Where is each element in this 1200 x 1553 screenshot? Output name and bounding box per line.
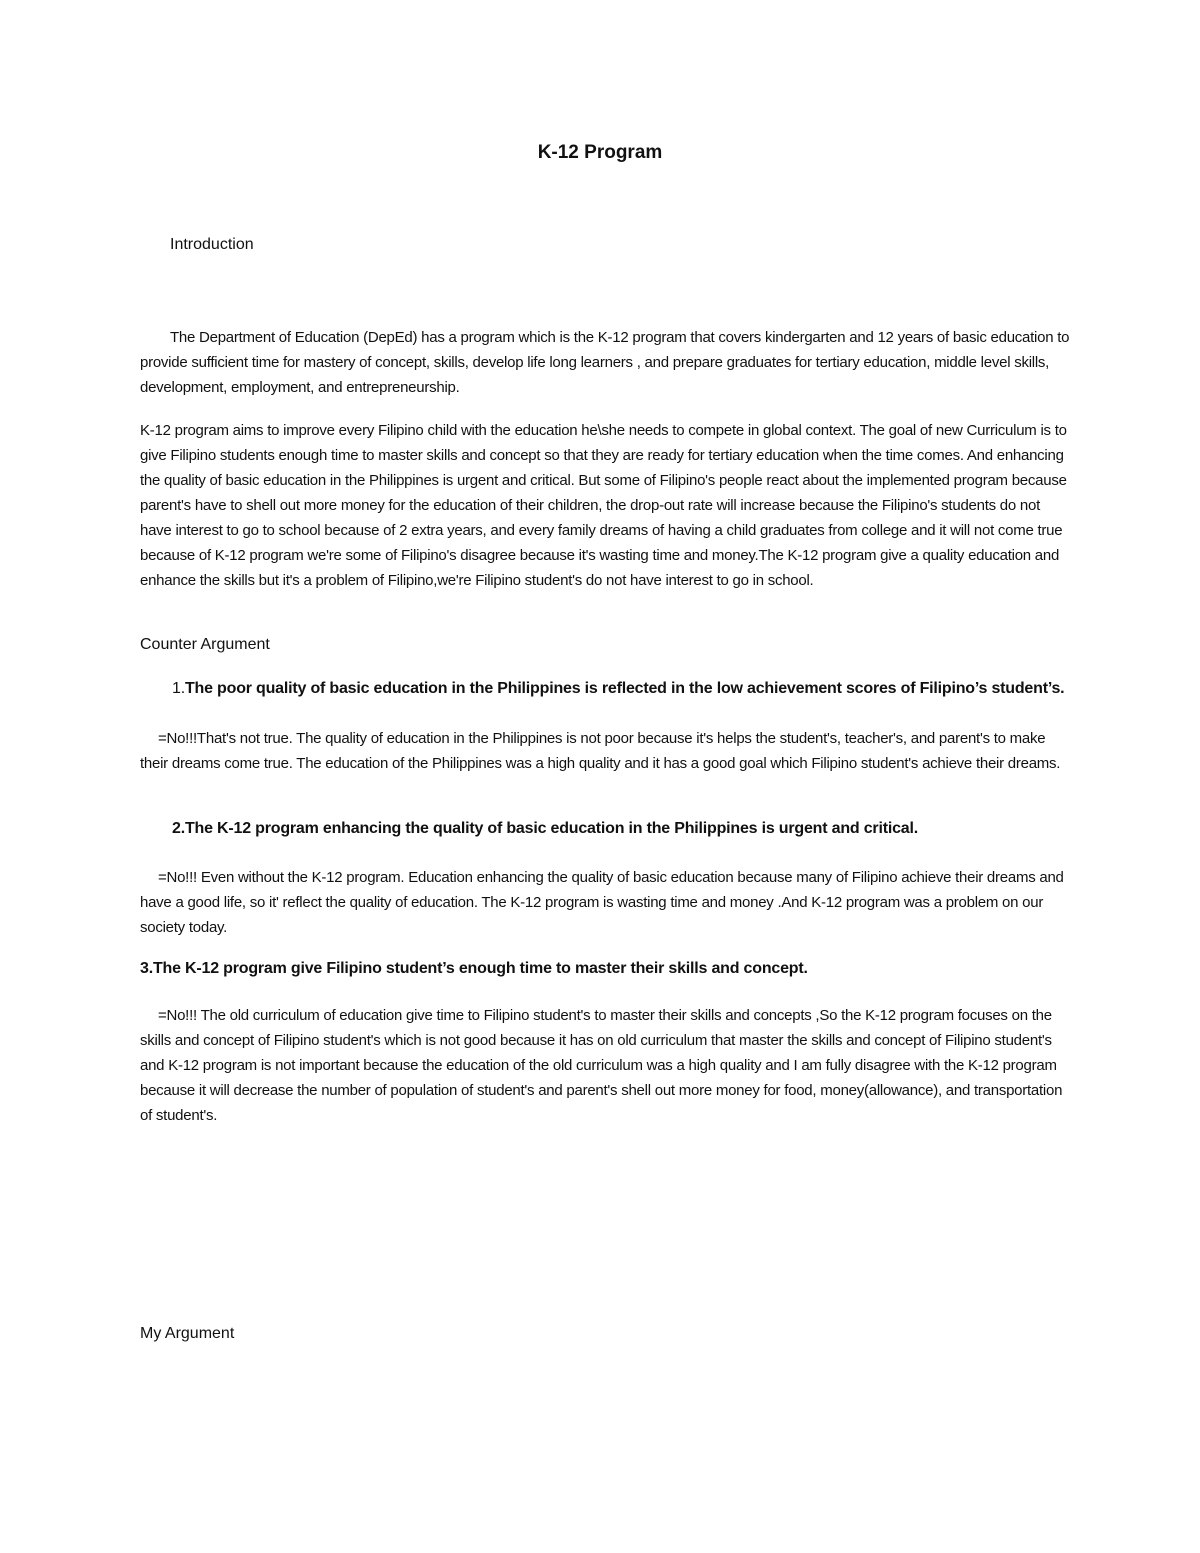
claim-1-number: 1. — [172, 680, 185, 697]
introduction-paragraph-2: K-12 program aims to improve every Filipino child with the education he\she needs to compete in global context. The goal of new Curriculum is to give Filipino students enough time to master skills and concept so that they are ready for tertiary education when the time comes. And enhancing the quality of basic education in the Philippines is urgent and critical. But some of Filipino's people react about the implemented program because parent's have to shell out more money for the education of their children, the drop-out rate will increase because the Filipino's students do not have interest to go to school because of 2 extra years, and every family dreams of having a child graduates from college and it will not come true because of K-12 program we're some of Filipino's disagree because it's wasting time and money.The K-12 program give a quality education and enhance the skills but it's a problem of Filipino,we're Filipino student's do not have interest to go in school. — [140, 422, 1067, 589]
rebuttal-1: =No!!!That's not true. The quality of education in the Philippines is not poor because it's helps the student's, teacher's, and parent's to make their dreams come true. The education of the Philippines was a high quality and it has a good goal which Filipino student's achieve their dreams. — [140, 730, 1061, 772]
rebuttal-3: =No!!! The old curriculum of education give time to Filipino student's to master their skills and concepts ,So the K-12 program focuses on the skills and concept of Filipino student's which is not good because it has on old curriculum that master the skills and concept of Filipino student's and K-12 program is not important because the education of the old curriculum was a high quality and I am fully disagree with the K-12 program because it will decrease the number of population of student's and parent's shell out more money for food, money(allowance), and transportation of student's. — [140, 1007, 1063, 1124]
counter-claim-1 — [172, 680, 1064, 698]
counter-claim-2: 2.The K-12 program enhancing the quality of basic education in the Philippines is urgent and critical. — [172, 820, 918, 837]
counter-claim-3: 3.The K-12 program give Filipino student’s enough time to master their skills and concept. — [140, 960, 808, 977]
introduction-heading: Introduction — [170, 236, 254, 253]
rebuttal-2: =No!!! Even without the K-12 program. Education enhancing the quality of basic education because many of Filipino achieve their dreams and have a good life, so it' reflect the quality of education. The K-12 program is wasting time and money .And K-12 program was a problem on our society today. — [140, 869, 1064, 936]
document-title: K-12 Program — [537, 142, 663, 163]
claim-1-text: The poor quality of basic education in the Philippines is reflected in the low achievement scores of Filipino’s student’s. — [184, 680, 1065, 697]
my-argument-heading: My Argument — [140, 1325, 235, 1342]
counter-argument-heading: Counter Argument — [140, 636, 270, 653]
introduction-paragraph-1: The Department of Education (DepEd) has a program which is the K-12 program that covers kindergarten and 12 years of basic education to provide sufficient time for mastery of concept, skills, develop life long learners , and prepare graduates for tertiary education, middle level skills, development, employment, and entrepreneurship. — [140, 329, 1070, 396]
